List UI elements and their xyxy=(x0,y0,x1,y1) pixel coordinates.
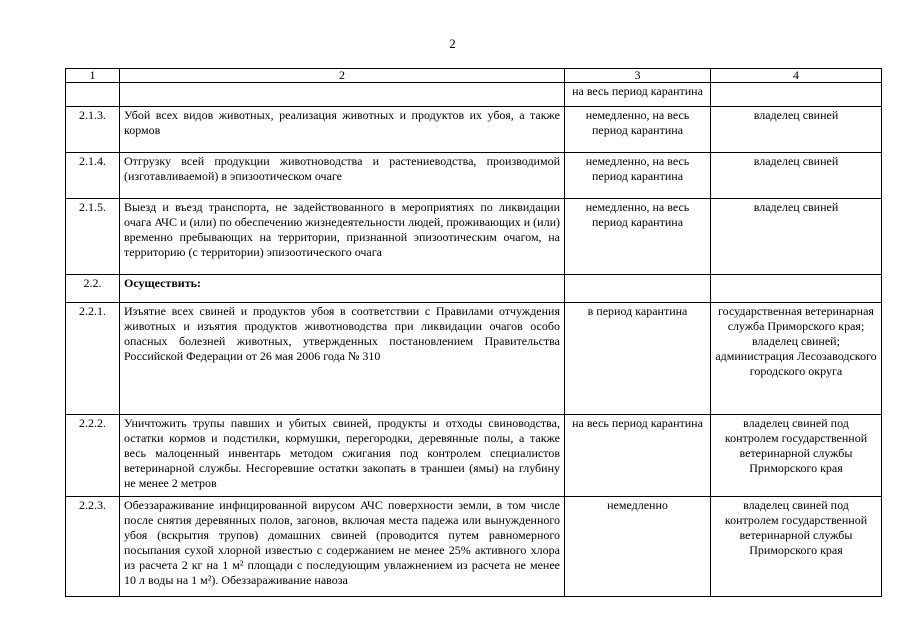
responsible-cell: владелец свиней xyxy=(711,107,882,153)
item-number xyxy=(66,83,120,107)
item-number: 2.2.2. xyxy=(66,415,120,497)
column-header: 3 xyxy=(565,69,711,83)
measure-text: Выезд и въезд транспорта, не задействованного в мероприятиях по ликвидации очага АЧС и (или) по обеспечению жизнедеятельности людей, проживающих и (или) временно пребывающих на территории, признанной эпизоотическим очагом, на территорию (с территории) эпизоотического очага xyxy=(120,199,565,275)
responsible-cell: владелец свиней xyxy=(711,199,882,275)
table-row xyxy=(66,303,882,415)
measure-text: Уничтожить трупы павших и убитых свиней, продукты и отходы свиноводства, остатки кормов и подстилки, кормушки, перегородки, деревянные полы, а также весь малоценный инвентарь методом сжигания под контролем специалистов ветеринарной службы. Несгоревшие остатки закопать в траншеи (ямы) на глубину не менее 2 метров xyxy=(120,415,565,497)
deadline-cell: в период карантина xyxy=(565,303,711,415)
section-heading: Осуществить: xyxy=(120,275,565,303)
item-number: 2.2.1. xyxy=(66,303,120,415)
header-row xyxy=(66,69,882,83)
responsible-cell xyxy=(711,83,882,107)
responsible-cell: владелец свиней под контролем государственной ветеринарной службы Приморского края xyxy=(711,497,882,597)
responsible-cell: владелец свиней под контролем государственной ветеринарной службы Приморского края xyxy=(711,415,882,497)
table-row xyxy=(66,199,882,275)
responsible-cell: государственная ветеринарная служба Приморского края; владелец свиней; администрация Лесозаводского городского округа xyxy=(711,303,882,415)
item-number: 2.2. xyxy=(66,275,120,303)
measure-text: Обеззараживание инфицированной вирусом АЧС поверхности земли, в том числе после снятия деревянных полов, загонов, включая места падежа или вынужденного убоя (вскрытия трупов) домашних свиней (проводится путем равномерного посыпания сухой хлорной известью с содержанием не менее 25% активного хлора из расчета 2 кг на 1 м² площади с последующим увлажнением из расчета не менее 10 л воды на 1 м²). Обеззараживание навоза xyxy=(120,497,565,597)
deadline-cell: немедленно, на весь период карантина xyxy=(565,199,711,275)
deadline-cell: немедленно, на весь период карантина xyxy=(565,107,711,153)
table-row xyxy=(66,83,882,107)
responsible-cell xyxy=(711,275,882,303)
page-number: 2 xyxy=(449,36,456,51)
item-number: 2.2.3. xyxy=(66,497,120,597)
table-row xyxy=(66,415,882,497)
deadline-cell: немедленно, на весь период карантина xyxy=(565,153,711,199)
measures-table xyxy=(65,68,882,597)
item-number: 2.1.3. xyxy=(66,107,120,153)
column-header: 1 xyxy=(66,69,120,83)
item-number: 2.1.5. xyxy=(66,199,120,275)
responsible-cell: владелец свиней xyxy=(711,153,882,199)
item-number: 2.1.4. xyxy=(66,153,120,199)
deadline-cell: немедленно xyxy=(565,497,711,597)
table-row xyxy=(66,107,882,153)
measure-text xyxy=(120,83,565,107)
deadline-cell xyxy=(565,275,711,303)
column-header: 2 xyxy=(120,69,565,83)
table-row xyxy=(66,153,882,199)
column-header: 4 xyxy=(711,69,882,83)
measure-text: Изъятие всех свиней и продуктов убоя в соответствии с Правилами отчуждения животных и изъятия продуктов животноводства при ликвидации очагов особо опасных болезней животных, утвержденных постановлением Правительства Российской Федерации от 26 мая 2006 года № 310 xyxy=(120,303,565,415)
measure-text: Убой всех видов животных, реализация животных и продуктов их убоя, а также кормов xyxy=(120,107,565,153)
table-row xyxy=(66,497,882,597)
table-row xyxy=(66,275,882,303)
measure-text: Отгрузку всей продукции животноводства и растениеводства, производимой (изготавливаемой) в эпизоотическом очаге xyxy=(120,153,565,199)
deadline-cell: на весь период карантина xyxy=(565,83,711,107)
deadline-cell: на весь период карантина xyxy=(565,415,711,497)
